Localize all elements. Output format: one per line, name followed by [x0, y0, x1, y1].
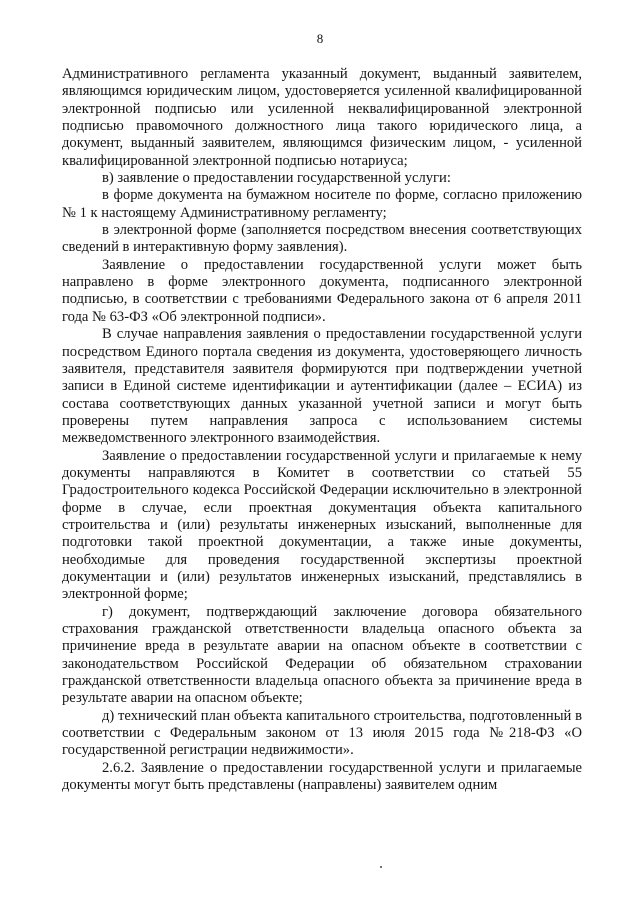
paragraph: д) технический план объекта капитального строительства, подготовленный в соответствии с Федеральным законом от 13 июля 2015 года №218-ФЗ «О государственной регистрации недвижимости». [62, 707, 582, 759]
paragraph: Административного регламента указанный документ, выданный заявителем, являющимся юридическим лицом, удостоверяется усиленной квалифицированной электронной подписью или усиленной неквалифицированной электронной подписью правомочного должностного лица такого юридического лица, а документ, выданный заявителем, являющимся физическим лицом, - усиленной квалифицированной электронной подписью нотариуса; [62, 66, 582, 169]
paragraph: г) документ, подтверждающий заключение договора обязательного страхования гражданской ответственности владельца опасного объекта за причинение вреда в результате аварии на опасном объекте в соответствии с законодательством Российской Федерации об обязательном страховании гражданской ответственности владельца опасного объекта за причинение вреда в результате аварии на опасном объекте; [62, 603, 582, 707]
paragraph: Заявление о предоставлении государственной услуги и прилагаемые к нему документы направляются в Комитет в соответствии со статьей 55 Градостроительного кодекса Российской Федерации исключительно в электронной форме в случае, если проектная документация объекта капитального строительства и (или) результаты инженерных изысканий, выполненные для подготовки такой проектной документации, а также иные документы, необходимые для проведения государственной экспертизы проектной документации и (или) результатов инженерных изысканий, представлялись в электронной форме; [62, 447, 582, 603]
paragraph: 2.6.2. Заявление о предоставлении государственной услуги и прилагаемые документы могут быть представлены (направлены) заявителем одним [62, 759, 582, 794]
paragraph: в) заявление о предоставлении государственной услуги: [102, 170, 451, 187]
scan-speck [380, 866, 382, 868]
paragraph: В случае направления заявления о предоставлении государственной услуги посредством Единого портала сведения из документа, удостоверяющего личность заявителя, представителя заявителя формируются при подтверждении учетной записи в Единой системе идентификации и аутентификации (далее – ЕСИА) из состава соответствующих данных указанной учетной записи и могут быть проверены путем направления запроса с использованием системы межведомственного электронного взаимодействия. [62, 326, 582, 447]
document-body [62, 66, 582, 794]
paragraph: Заявление о предоставлении государственной услуги может быть направлено в форме электронного документа, подписанного электронной подписью, в соответствии с требованиями Федерального закона от 6 апреля 2011 года № 63-ФЗ «Об электронной подписи». [62, 256, 582, 325]
paragraph: в форме документа на бумажном носителе по форме, согласно приложению № 1 к настоящему Административному регламенту; [62, 187, 582, 221]
paragraph: в электронной форме (заполняется посредством внесения соответствующих сведений в интерактивную форму заявления). [62, 222, 582, 256]
page-number: 8 [316, 31, 324, 46]
